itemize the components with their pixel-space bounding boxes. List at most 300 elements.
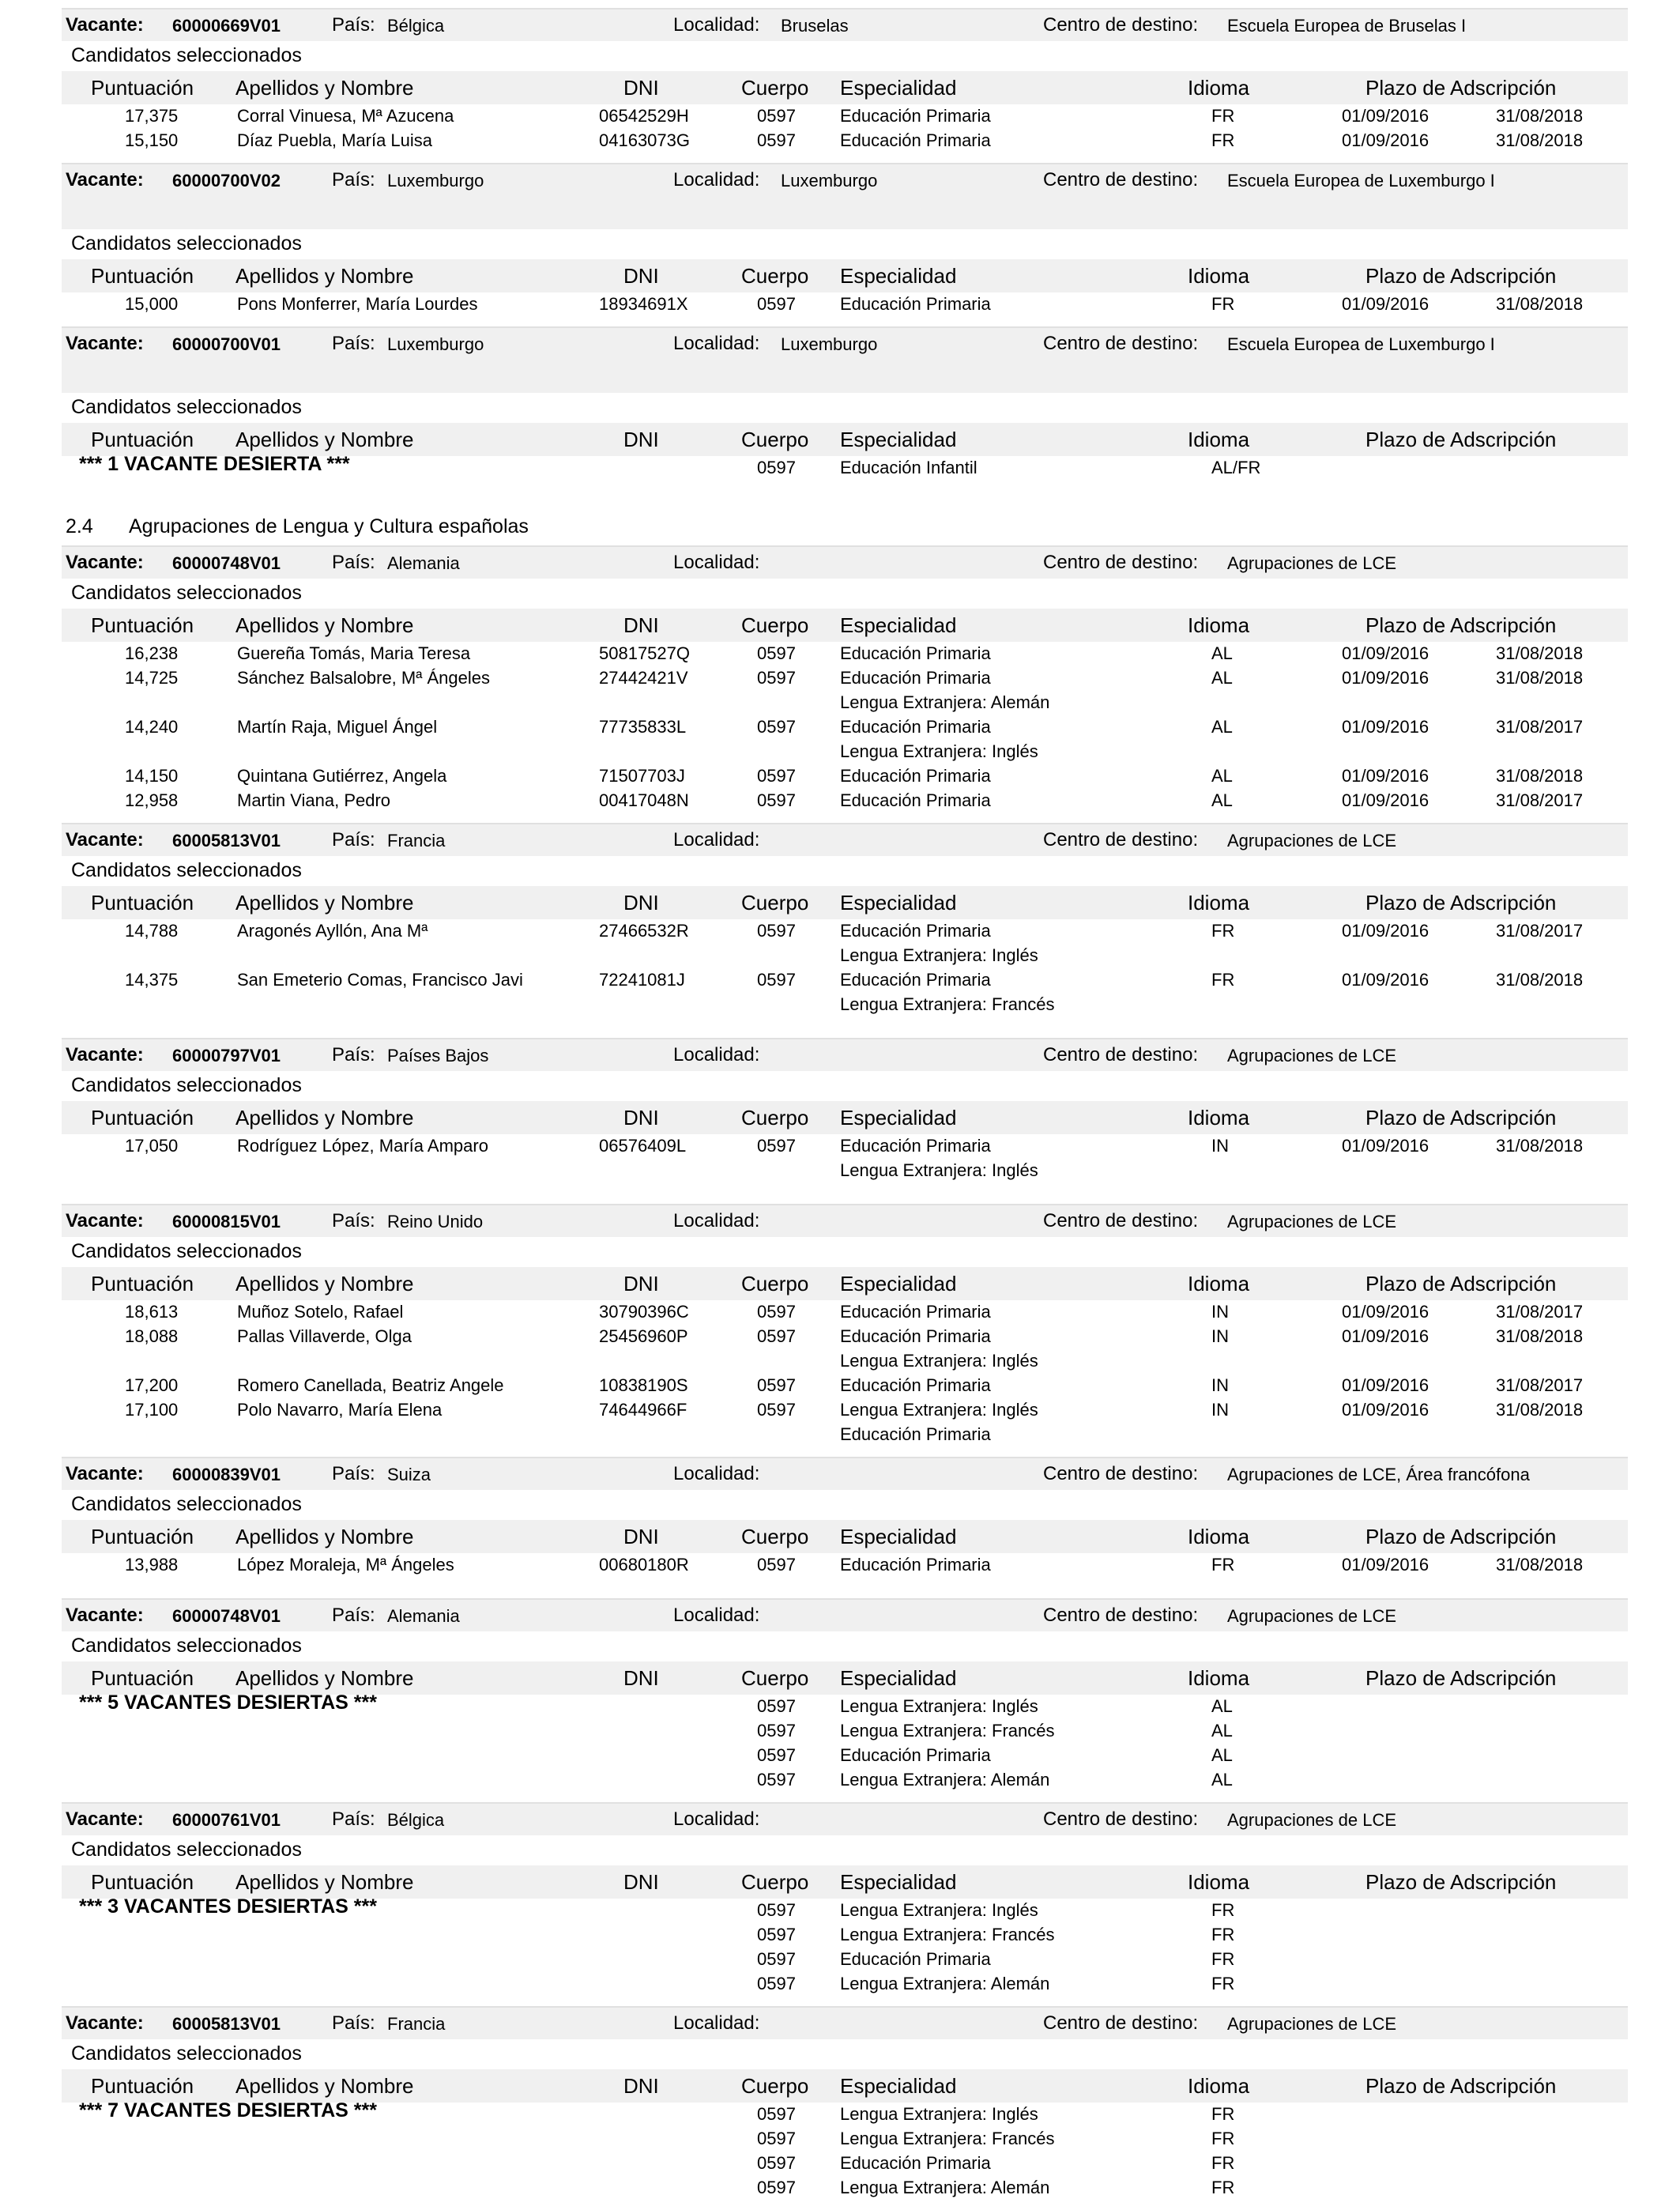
cell-especialidad: Educación Primaria xyxy=(840,717,991,737)
cell-especialidad: Educación Primaria xyxy=(840,1745,991,1765)
centro-label: Centro de destino: xyxy=(1043,829,1199,850)
vacantes-desiertas: *** 5 VACANTES DESIERTAS *** xyxy=(79,1691,377,1714)
cell-especialidad: Educación Primaria xyxy=(840,1555,991,1575)
section-heading xyxy=(62,501,1628,545)
centro-value: Agrupaciones de LCE xyxy=(1227,553,1397,573)
col-puntuacion: Puntuación xyxy=(91,891,194,915)
cell-especialidad: Educación Primaria xyxy=(840,1326,991,1346)
col-idioma: Idioma xyxy=(1188,2074,1250,2098)
col-nombre: Apellidos y Nombre xyxy=(235,1525,414,1548)
table-row xyxy=(62,1134,1628,1159)
cell-cuerpo: 0597 xyxy=(757,668,796,688)
cell-fecha-fin: 31/08/2018 xyxy=(1496,1555,1584,1575)
cell-dni: 18934691X xyxy=(599,294,688,314)
col-especialidad: Especialidad xyxy=(840,1272,957,1295)
cell-fecha-inicio: 01/09/2016 xyxy=(1342,1136,1430,1156)
localidad-label: Localidad: xyxy=(673,14,760,36)
col-especialidad: Especialidad xyxy=(840,264,957,288)
vacante-label: Vacante: xyxy=(66,829,144,850)
pais-label: País: xyxy=(332,1605,375,1626)
candidates-label: Candidatos seleccionados xyxy=(71,1635,302,1657)
cell-especialidad: Educación Primaria xyxy=(840,130,991,150)
cell-nombre: Guereña Tomás, Maria Teresa xyxy=(237,643,471,663)
block-gap xyxy=(62,1793,1628,1802)
centro-value: Agrupaciones de LCE, Área francófona xyxy=(1227,1465,1530,1484)
vacante-label: Vacante: xyxy=(66,1808,144,1830)
col-puntuacion: Puntuación xyxy=(91,1870,194,1894)
table-row xyxy=(62,1398,1628,1423)
section-title: Agrupaciones de Lengua y Cultura españolas xyxy=(129,515,529,537)
cell-nombre: Polo Navarro, María Elena xyxy=(237,1400,443,1420)
block-gap xyxy=(62,1183,1628,1204)
cell-puntuacion: 15,000 xyxy=(125,294,179,314)
col-plazo: Plazo de Adscripción xyxy=(1365,264,1557,288)
pais-value: Luxemburgo xyxy=(387,334,484,354)
cell-nombre: Muñoz Sotelo, Rafael xyxy=(237,1302,404,1322)
vacancy-header xyxy=(62,1802,1628,1835)
col-cuerpo: Cuerpo xyxy=(741,891,809,915)
col-especialidad: Especialidad xyxy=(840,613,957,637)
col-puntuacion: Puntuación xyxy=(91,1272,194,1295)
cell-cuerpo: 0597 xyxy=(757,458,796,477)
cell-cuerpo: 0597 xyxy=(757,970,796,990)
cell-fecha-inicio: 01/09/2016 xyxy=(1342,668,1430,688)
cell-fecha-inicio: 01/09/2016 xyxy=(1342,1400,1430,1420)
col-puntuacion: Puntuación xyxy=(91,1106,194,1130)
pais-value: Alemania xyxy=(387,1606,460,1626)
cell-especialidad: Lengua Extranjera: Inglés xyxy=(840,2104,1038,2124)
cell-puntuacion: 14,788 xyxy=(125,921,179,941)
col-cuerpo: Cuerpo xyxy=(741,264,809,288)
col-idioma: Idioma xyxy=(1188,428,1250,451)
block-gap xyxy=(62,481,1628,501)
table-row xyxy=(62,1325,1628,1349)
cell-idioma: FR xyxy=(1211,2178,1235,2197)
cell-cuerpo: 0597 xyxy=(757,1974,796,1993)
cell-dni: 72241081J xyxy=(599,970,685,990)
cell-dni: 27466532R xyxy=(599,921,689,941)
cell-cuerpo: 0597 xyxy=(757,643,796,663)
block-gap xyxy=(62,317,1628,326)
cell-fecha-inicio: 01/09/2016 xyxy=(1342,766,1430,786)
cell-fecha-inicio: 01/09/2016 xyxy=(1342,1375,1430,1395)
localidad-label: Localidad: xyxy=(673,333,760,354)
cell-dni: 71507703J xyxy=(599,766,685,786)
cell-fecha-fin: 31/08/2017 xyxy=(1496,1375,1584,1395)
cell-puntuacion: 17,375 xyxy=(125,106,179,126)
cell-idioma: AL xyxy=(1211,790,1233,810)
cell-fecha-fin: 31/08/2017 xyxy=(1496,921,1584,941)
cell-cuerpo: 0597 xyxy=(757,717,796,737)
cell-idioma: FR xyxy=(1211,130,1235,150)
cell-fecha-fin: 31/08/2017 xyxy=(1496,1302,1584,1322)
table-row xyxy=(62,993,1628,1017)
candidates-heading xyxy=(62,41,1628,71)
column-header xyxy=(62,259,1628,292)
cell-cuerpo: 0597 xyxy=(757,1302,796,1322)
cell-nombre: Martín Raja, Miguel Ángel xyxy=(237,717,438,737)
cell-puntuacion: 18,613 xyxy=(125,1302,179,1322)
pais-value: Suiza xyxy=(387,1465,431,1484)
col-especialidad: Especialidad xyxy=(840,428,957,451)
col-plazo: Plazo de Adscripción xyxy=(1365,428,1557,451)
centro-label: Centro de destino: xyxy=(1043,333,1199,354)
cell-idioma: AL xyxy=(1211,1745,1233,1765)
localidad-value: Luxemburgo xyxy=(781,171,878,190)
col-dni: DNI xyxy=(623,264,659,288)
candidates-heading xyxy=(62,1071,1628,1101)
cell-especialidad: Lengua Extranjera: Francés xyxy=(840,994,1055,1014)
cell-puntuacion: 14,725 xyxy=(125,668,179,688)
vacancy-header xyxy=(62,1204,1628,1237)
vacancy-block xyxy=(62,1802,1628,2006)
cell-nombre: Corral Vinuesa, Mª Azucena xyxy=(237,106,454,126)
cell-cuerpo: 0597 xyxy=(757,294,796,314)
centro-value: Escuela Europea de Bruselas I xyxy=(1227,16,1467,36)
vacancy-block xyxy=(62,545,1628,823)
cell-cuerpo: 0597 xyxy=(757,1555,796,1575)
column-header xyxy=(62,1865,1628,1899)
cell-fecha-inicio: 01/09/2016 xyxy=(1342,1326,1430,1346)
col-puntuacion: Puntuación xyxy=(91,264,194,288)
col-idioma: Idioma xyxy=(1188,1272,1250,1295)
cell-idioma: AL xyxy=(1211,1696,1233,1716)
table-row xyxy=(62,919,1628,944)
table-row xyxy=(62,1349,1628,1374)
cell-especialidad: Educación Primaria xyxy=(840,970,991,990)
table-row xyxy=(62,666,1628,691)
cell-especialidad: Educación Primaria xyxy=(840,106,991,126)
cell-cuerpo: 0597 xyxy=(757,921,796,941)
cell-cuerpo: 0597 xyxy=(757,106,796,126)
cell-fecha-inicio: 01/09/2016 xyxy=(1342,970,1430,990)
vacantes-desiertas: *** 7 VACANTES DESIERTAS *** xyxy=(79,2099,377,2121)
centro-label: Centro de destino: xyxy=(1043,1044,1199,1065)
cell-puntuacion: 17,050 xyxy=(125,1136,179,1156)
candidates-heading xyxy=(62,229,1628,259)
cell-idioma: IN xyxy=(1211,1136,1229,1156)
cell-fecha-inicio: 01/09/2016 xyxy=(1342,790,1430,810)
col-dni: DNI xyxy=(623,1106,659,1130)
table-row xyxy=(62,2099,1628,2127)
pais-value: Reino Unido xyxy=(387,1212,484,1231)
cell-puntuacion: 17,100 xyxy=(125,1400,179,1420)
cell-nombre: San Emeterio Comas, Francisco Javi xyxy=(237,970,523,990)
cell-idioma: IN xyxy=(1211,1302,1229,1322)
table-row xyxy=(62,740,1628,764)
column-header xyxy=(62,1520,1628,1553)
vacancy-block xyxy=(62,163,1628,326)
cell-especialidad: Educación Infantil xyxy=(840,458,977,477)
vacante-label: Vacante: xyxy=(66,1463,144,1484)
pais-label: País: xyxy=(332,14,375,36)
candidates-label: Candidatos seleccionados xyxy=(71,44,302,66)
cell-especialidad: Lengua Extranjera: Alemán xyxy=(840,692,1050,712)
vacante-label: Vacante: xyxy=(66,169,144,190)
cell-fecha-fin: 31/08/2018 xyxy=(1496,643,1584,663)
col-cuerpo: Cuerpo xyxy=(741,76,809,100)
col-cuerpo: Cuerpo xyxy=(741,1106,809,1130)
block-gap xyxy=(62,2201,1628,2210)
cell-nombre: López Moraleja, Mª Ángeles xyxy=(237,1555,454,1575)
column-header xyxy=(62,886,1628,919)
cell-idioma: IN xyxy=(1211,1400,1229,1420)
cell-cuerpo: 0597 xyxy=(757,1721,796,1740)
pais-value: Alemania xyxy=(387,553,460,573)
col-puntuacion: Puntuación xyxy=(91,2074,194,2098)
cell-fecha-inicio: 01/09/2016 xyxy=(1342,1302,1430,1322)
cell-dni: 10838190S xyxy=(599,1375,688,1395)
cell-idioma: FR xyxy=(1211,1974,1235,1993)
candidates-label: Candidatos seleccionados xyxy=(71,2042,302,2065)
table-row xyxy=(62,1691,1628,1719)
cell-puntuacion: 14,150 xyxy=(125,766,179,786)
cell-cuerpo: 0597 xyxy=(757,2104,796,2124)
vacancy-header xyxy=(62,1038,1628,1071)
cell-fecha-inicio: 01/09/2016 xyxy=(1342,130,1430,150)
candidates-label: Candidatos seleccionados xyxy=(71,582,302,604)
cell-cuerpo: 0597 xyxy=(757,1375,796,1395)
table-row xyxy=(62,1374,1628,1398)
cell-idioma: FR xyxy=(1211,2104,1235,2124)
vacante-label: Vacante: xyxy=(66,1044,144,1065)
cell-especialidad: Educación Primaria xyxy=(840,1424,991,1444)
cell-idioma: AL/FR xyxy=(1211,458,1261,477)
col-especialidad: Especialidad xyxy=(840,891,957,915)
cell-fecha-inicio: 01/09/2016 xyxy=(1342,643,1430,663)
column-header xyxy=(62,423,1628,456)
vacante-code: 60000748V01 xyxy=(172,1606,281,1626)
table-row xyxy=(62,1895,1628,1923)
vacante-code: 60000669V01 xyxy=(172,16,281,36)
col-nombre: Apellidos y Nombre xyxy=(235,428,414,451)
vacancy-block xyxy=(62,8,1628,163)
centro-value: Agrupaciones de LCE xyxy=(1227,1212,1397,1231)
cell-nombre: Rodríguez López, María Amparo xyxy=(237,1136,488,1156)
table-row xyxy=(62,453,1628,481)
section-number: 2.4 xyxy=(66,515,93,537)
cell-fecha-fin: 31/08/2017 xyxy=(1496,717,1584,737)
table-row xyxy=(62,104,1628,129)
cell-dni: 50817527Q xyxy=(599,643,690,663)
vacantes-desiertas: *** 3 VACANTES DESIERTAS *** xyxy=(79,1895,377,1918)
cell-nombre: Quintana Gutiérrez, Angela xyxy=(237,766,447,786)
cell-cuerpo: 0597 xyxy=(757,1696,796,1716)
col-especialidad: Especialidad xyxy=(840,1870,957,1894)
pais-label: País: xyxy=(332,1463,375,1484)
cell-fecha-fin: 31/08/2018 xyxy=(1496,668,1584,688)
cell-dni: 04163073G xyxy=(599,130,690,150)
table-row xyxy=(62,1553,1628,1578)
cell-nombre: Pallas Villaverde, Olga xyxy=(237,1326,412,1346)
col-idioma: Idioma xyxy=(1188,76,1250,100)
vacante-code: 60000748V01 xyxy=(172,553,281,573)
col-dni: DNI xyxy=(623,1525,659,1548)
pais-value: Luxemburgo xyxy=(387,171,484,190)
candidates-label: Candidatos seleccionados xyxy=(71,1839,302,1861)
col-idioma: Idioma xyxy=(1188,1870,1250,1894)
centro-label: Centro de destino: xyxy=(1043,1210,1199,1231)
cell-puntuacion: 13,988 xyxy=(125,1555,179,1575)
col-plazo: Plazo de Adscripción xyxy=(1365,613,1557,637)
cell-especialidad: Lengua Extranjera: Alemán xyxy=(840,1770,1050,1789)
candidates-label: Candidatos seleccionados xyxy=(71,859,302,881)
block-gap xyxy=(62,1447,1628,1457)
cell-dni: 00417048N xyxy=(599,790,689,810)
cell-idioma: AL xyxy=(1211,766,1233,786)
centro-value: Agrupaciones de LCE xyxy=(1227,1810,1397,1830)
col-dni: DNI xyxy=(623,891,659,915)
cell-puntuacion: 14,240 xyxy=(125,717,179,737)
cell-puntuacion: 17,200 xyxy=(125,1375,179,1395)
col-idioma: Idioma xyxy=(1188,264,1250,288)
candidates-heading xyxy=(62,1237,1628,1267)
centro-value: Agrupaciones de LCE xyxy=(1227,2014,1397,2034)
col-plazo: Plazo de Adscripción xyxy=(1365,76,1557,100)
cell-idioma: FR xyxy=(1211,1925,1235,1944)
candidates-heading xyxy=(62,393,1628,423)
vacante-code: 60005813V01 xyxy=(172,2014,281,2034)
pais-label: País: xyxy=(332,2012,375,2034)
table-row xyxy=(62,292,1628,317)
centro-label: Centro de destino: xyxy=(1043,1463,1199,1484)
col-cuerpo: Cuerpo xyxy=(741,613,809,637)
vacante-label: Vacante: xyxy=(66,1210,144,1231)
cell-idioma: FR xyxy=(1211,1555,1235,1575)
table-row xyxy=(62,944,1628,968)
candidates-label: Candidatos seleccionados xyxy=(71,1493,302,1515)
col-especialidad: Especialidad xyxy=(840,76,957,100)
vacancy-block xyxy=(62,1457,1628,1598)
cell-especialidad: Educación Primaria xyxy=(840,766,991,786)
pais-label: País: xyxy=(332,1808,375,1830)
pais-label: País: xyxy=(332,1044,375,1065)
table-row xyxy=(62,2152,1628,2176)
col-dni: DNI xyxy=(623,2074,659,2098)
cell-fecha-fin: 31/08/2018 xyxy=(1496,1136,1584,1156)
cell-especialidad: Lengua Extranjera: Inglés xyxy=(840,1400,1038,1420)
col-cuerpo: Cuerpo xyxy=(741,1666,809,1690)
table-row xyxy=(62,1768,1628,1793)
vacante-code: 60000761V01 xyxy=(172,1810,281,1830)
cell-nombre: Pons Monferrer, María Lourdes xyxy=(237,294,478,314)
cell-puntuacion: 14,375 xyxy=(125,970,179,990)
column-header xyxy=(62,1661,1628,1695)
pais-label: País: xyxy=(332,552,375,573)
localidad-label: Localidad: xyxy=(673,1808,760,1830)
cell-idioma: AL xyxy=(1211,643,1233,663)
pais-value: Bélgica xyxy=(387,1810,445,1830)
cell-nombre: Díaz Puebla, María Luisa xyxy=(237,130,433,150)
candidates-label: Candidatos seleccionados xyxy=(71,1240,302,1262)
localidad-label: Localidad: xyxy=(673,2012,760,2034)
centro-value: Escuela Europea de Luxemburgo I xyxy=(1227,171,1495,190)
cell-especialidad: Lengua Extranjera: Francés xyxy=(840,1925,1055,1944)
cell-fecha-fin: 31/08/2018 xyxy=(1496,106,1584,126)
cell-nombre: Martin Viana, Pedro xyxy=(237,790,391,810)
candidates-heading xyxy=(62,2039,1628,2069)
cell-idioma: FR xyxy=(1211,2153,1235,2173)
column-header xyxy=(62,1101,1628,1134)
vacancy-block xyxy=(62,1598,1628,1802)
table-row xyxy=(62,1744,1628,1768)
vacante-label: Vacante: xyxy=(66,2012,144,2034)
col-plazo: Plazo de Adscripción xyxy=(1365,1106,1557,1130)
col-puntuacion: Puntuación xyxy=(91,1666,194,1690)
cell-fecha-fin: 31/08/2018 xyxy=(1496,1400,1584,1420)
pais-value: Francia xyxy=(387,831,446,850)
pais-label: País: xyxy=(332,169,375,190)
vacante-code: 60005813V01 xyxy=(172,831,281,850)
cell-cuerpo: 0597 xyxy=(757,766,796,786)
pais-label: País: xyxy=(332,333,375,354)
col-puntuacion: Puntuación xyxy=(91,613,194,637)
col-idioma: Idioma xyxy=(1188,1666,1250,1690)
col-plazo: Plazo de Adscripción xyxy=(1365,1525,1557,1548)
col-dni: DNI xyxy=(623,428,659,451)
vacancy-block xyxy=(62,2006,1628,2210)
col-idioma: Idioma xyxy=(1188,1106,1250,1130)
col-nombre: Apellidos y Nombre xyxy=(235,891,414,915)
col-cuerpo: Cuerpo xyxy=(741,1525,809,1548)
column-header xyxy=(62,2069,1628,2103)
cell-puntuacion: 16,238 xyxy=(125,643,179,663)
table-row xyxy=(62,642,1628,666)
candidates-heading xyxy=(62,856,1628,886)
cell-especialidad: Lengua Extranjera: Inglés xyxy=(840,1351,1038,1371)
col-cuerpo: Cuerpo xyxy=(741,428,809,451)
vacancy-header xyxy=(62,1457,1628,1490)
cell-cuerpo: 0597 xyxy=(757,1770,796,1789)
cell-nombre: Sánchez Balsalobre, Mª Ángeles xyxy=(237,668,490,688)
cell-dni: 30790396C xyxy=(599,1302,689,1322)
cell-especialidad: Lengua Extranjera: Inglés xyxy=(840,741,1038,761)
vacancy-block xyxy=(62,326,1628,501)
vacancy-header xyxy=(62,8,1628,41)
col-nombre: Apellidos y Nombre xyxy=(235,264,414,288)
cell-fecha-fin: 31/08/2018 xyxy=(1496,970,1584,990)
cell-dni: 06542529H xyxy=(599,106,689,126)
localidad-label: Localidad: xyxy=(673,169,760,190)
localidad-label: Localidad: xyxy=(673,1210,760,1231)
col-idioma: Idioma xyxy=(1188,891,1250,915)
cell-especialidad: Lengua Extranjera: Inglés xyxy=(840,1696,1038,1716)
table-row xyxy=(62,1719,1628,1744)
cell-fecha-fin: 31/08/2018 xyxy=(1496,294,1584,314)
cell-fecha-fin: 31/08/2018 xyxy=(1496,1326,1584,1346)
centro-label: Centro de destino: xyxy=(1043,1605,1199,1626)
vacancy-header xyxy=(62,823,1628,856)
col-nombre: Apellidos y Nombre xyxy=(235,1870,414,1894)
table-row xyxy=(62,691,1628,715)
cell-especialidad: Lengua Extranjera: Francés xyxy=(840,1721,1055,1740)
candidates-label: Candidatos seleccionados xyxy=(71,396,302,418)
localidad-label: Localidad: xyxy=(673,829,760,850)
cell-cuerpo: 0597 xyxy=(757,1745,796,1765)
centro-value: Agrupaciones de LCE xyxy=(1227,1606,1397,1626)
col-especialidad: Especialidad xyxy=(840,1106,957,1130)
centro-value: Agrupaciones de LCE xyxy=(1227,831,1397,850)
table-row xyxy=(62,764,1628,789)
block-gap xyxy=(62,1578,1628,1598)
cell-fecha-inicio: 01/09/2016 xyxy=(1342,717,1430,737)
cell-especialidad: Lengua Extranjera: Alemán xyxy=(840,1974,1050,1993)
table-row xyxy=(62,2127,1628,2152)
centro-label: Centro de destino: xyxy=(1043,552,1199,573)
vacante-code: 60000815V01 xyxy=(172,1212,281,1231)
cell-cuerpo: 0597 xyxy=(757,130,796,150)
vacancy-header xyxy=(62,545,1628,579)
